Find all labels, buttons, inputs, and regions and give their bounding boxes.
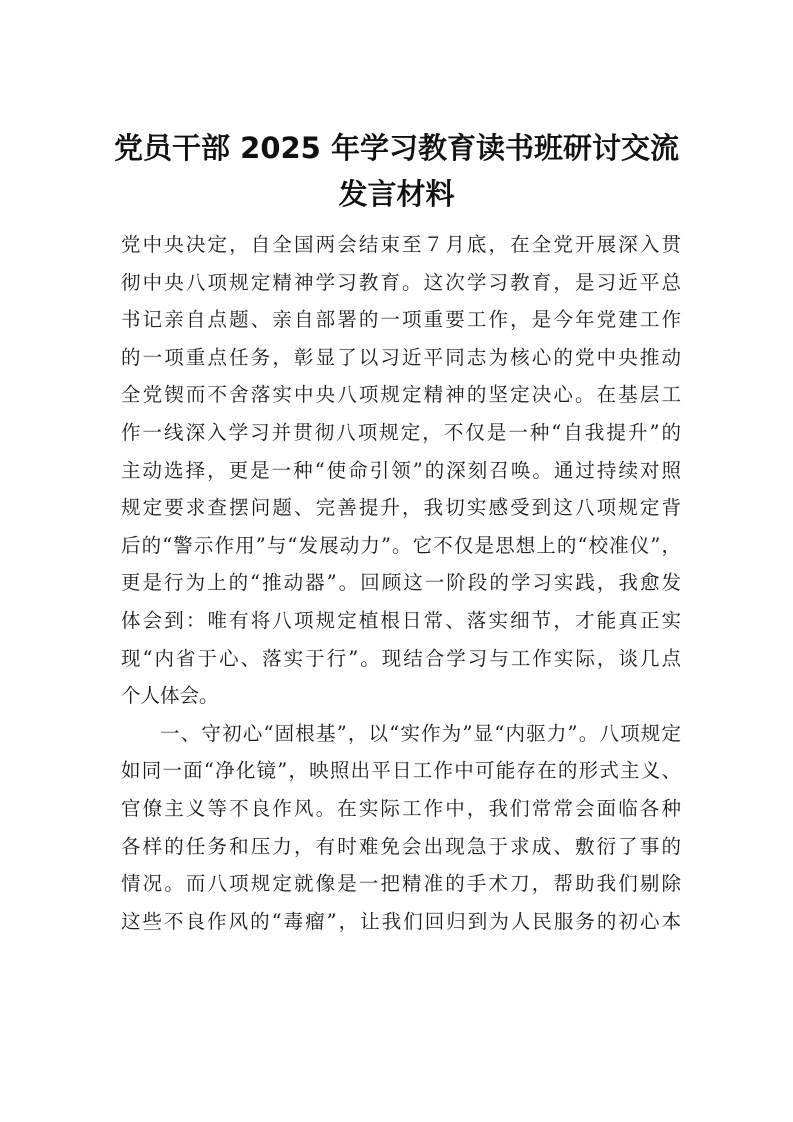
paragraph-line: 规定要求查摆问题、完善提升，我切实感受到这八项规定背 xyxy=(121,496,681,520)
paragraph-line: 书记亲自点题、亲自部署的一项重要工作，是今年党建工作 xyxy=(121,308,681,332)
paragraph-section-one xyxy=(121,715,681,941)
paragraph-line: 官僚主义等不良作风。在实际工作中，我们常常会面临各种 xyxy=(121,796,681,820)
document-title-line-1: 党员干部 2025 年学习教育读书班研讨交流 xyxy=(114,131,679,165)
paragraph-line: 这些不良作风的“毒瘤”，让我们回归到为人民服务的初心本 xyxy=(121,909,681,933)
paragraph-line: 现“内省于心、落实于行”。现结合学习与工作实际，谈几点 xyxy=(121,646,681,670)
paragraph-line: 的一项重点任务，彰显了以习近平同志为核心的党中央推动 xyxy=(121,345,681,369)
paragraph-intro xyxy=(121,226,681,715)
paragraph-line: 全党锲而不舍落实中央八项规定精神的坚定决心。在基层工 xyxy=(121,383,681,407)
paragraph-line: 一、守初心“固根基”，以“实作为”显“内驱力”。八项规定 xyxy=(160,721,681,745)
paragraph-line: 主动选择，更是一种“使命引领”的深刻召唤。通过持续对照 xyxy=(121,458,681,482)
paragraph-line: 更是行为上的“推动器”。回顾这一阶段的学习实践，我愈发 xyxy=(121,571,681,595)
paragraph-line: 体会到：唯有将八项规定植根日常、落实细节，才能真正实 xyxy=(121,608,681,632)
paragraph-line: 如同一面“净化镜”，映照出平日工作中可能存在的形式主义、 xyxy=(121,759,681,783)
paragraph-line: 后的“警示作用”与“发展动力”。它不仅是思想上的“校准仪”， xyxy=(121,533,681,557)
paragraph-line: 个人体会。 xyxy=(121,684,219,708)
paragraph-line: 作一线深入学习并贯彻八项规定，不仅是一种“自我提升”的 xyxy=(121,420,681,444)
paragraph-line: 各样的任务和压力，有时难免会出现急于求成、敷衍了事的 xyxy=(121,834,681,858)
paragraph-line: 彻中央八项规定精神学习教育。这次学习教育，是习近平总 xyxy=(121,270,681,294)
paragraph-line: 党中央决定，自全国两会结束至７月底，在全党开展深入贯 xyxy=(121,233,681,256)
document-body xyxy=(121,226,681,940)
document-title-line-2: 发言材料 xyxy=(338,177,455,211)
paragraph-line: 情况。而八项规定就像是一把精准的手术刀，帮助我们剔除 xyxy=(121,872,681,896)
